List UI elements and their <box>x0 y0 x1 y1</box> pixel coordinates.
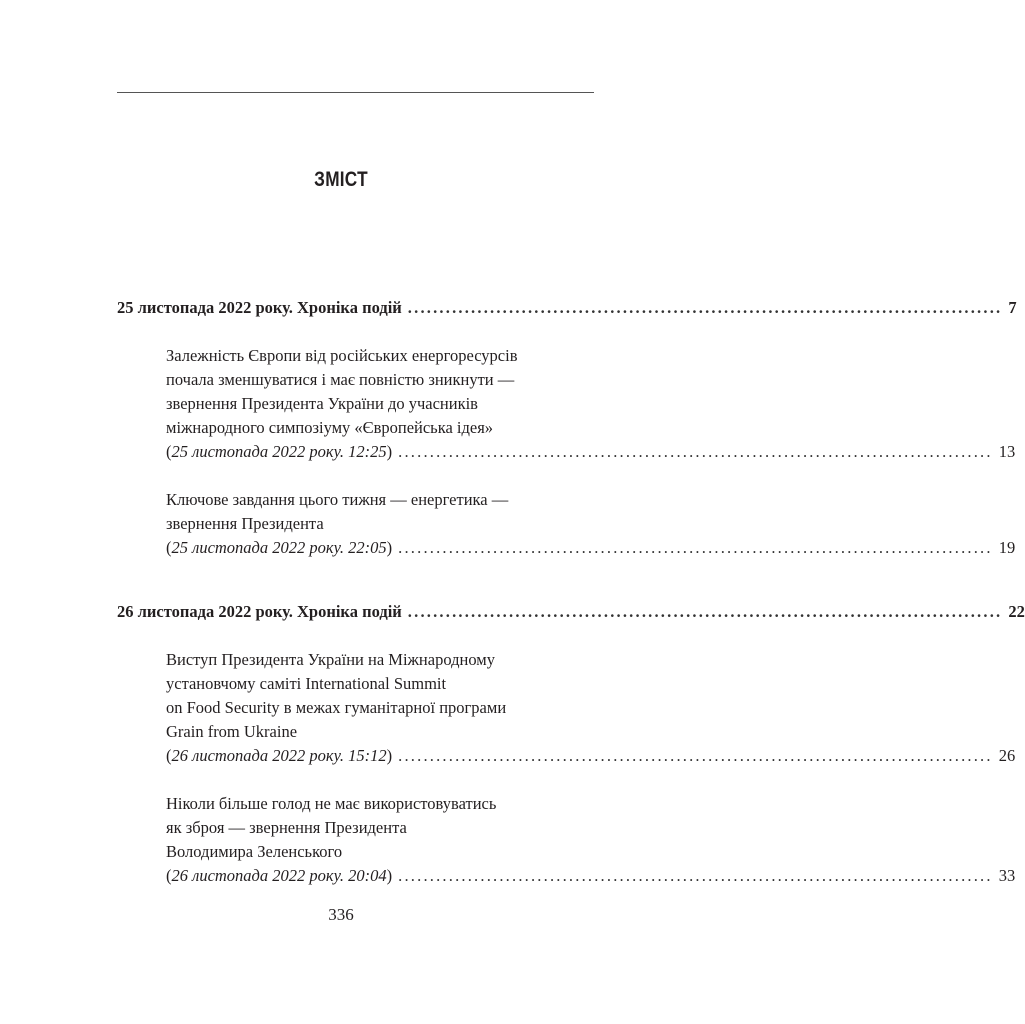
dot-leader: .............................................................................................. <box>398 442 993 461</box>
toc-chapter-2 <box>117 600 1025 624</box>
page-ref: 22 <box>1008 602 1025 621</box>
toc-entry-line: Ключове завдання цього тижня — енергетика — <box>166 490 509 509</box>
toc-entry-line: Ніколи більше голод не має використовуватись <box>166 794 497 813</box>
dot-leader: .............................................................................................. <box>407 602 1003 621</box>
toc-entry-line: Виступ Президента України на Міжнародному <box>166 650 495 669</box>
entry-date: (26 листопада 2022 року. 20:04) <box>166 866 393 885</box>
toc-entry-date-line <box>166 440 1016 464</box>
chapter-title: 26 листопада 2022 року. Хроніка подій <box>117 602 402 621</box>
toc-entry-line: почала зменшуватися і має повністю зникнути — <box>166 370 515 389</box>
page-ref: 19 <box>998 538 1016 557</box>
dot-leader: .............................................................................................. <box>407 298 1003 317</box>
dot-leader: .............................................................................................. <box>398 538 993 557</box>
toc-entry-date-line <box>166 864 1016 888</box>
page-ref: 13 <box>998 442 1016 461</box>
toc-entry-line: установчому саміті International Summit <box>166 674 447 693</box>
toc-entry-line: on Food Security в межах гуманітарної програми <box>166 698 507 717</box>
chapter-title: 25 листопада 2022 року. Хроніка подій <box>117 298 402 317</box>
page-ref: 26 <box>998 746 1016 765</box>
toc-entry-date-line <box>166 536 1016 560</box>
toc-entry-line: Grain from Ukraine <box>166 722 298 741</box>
page-ref: 7 <box>1008 298 1017 317</box>
page-title: ЗМІСТ <box>314 168 368 191</box>
page-ref: 33 <box>998 866 1016 885</box>
header-rule <box>117 92 594 93</box>
toc-chapter-1 <box>117 296 1017 320</box>
toc-entry-line: Залежність Європи від російських енергоресурсів <box>166 346 518 365</box>
toc-entry-line: міжнародного симпозіуму «Європейська ідея» <box>166 418 494 437</box>
page-number: 336 <box>328 905 354 924</box>
dot-leader: .............................................................................................. <box>398 866 993 885</box>
toc-entry-line: звернення Президента України до учасників <box>166 394 478 413</box>
toc-entry-line: Володимира Зеленського <box>166 842 343 861</box>
dot-leader: .............................................................................................. <box>398 746 993 765</box>
toc-entry-line: звернення Президента <box>166 514 324 533</box>
entry-date: (25 листопада 2022 року. 12:25) <box>166 442 393 461</box>
toc-entry-date-line <box>166 744 1016 768</box>
entry-date: (25 листопада 2022 року. 22:05) <box>166 538 393 557</box>
entry-date: (26 листопада 2022 року. 15:12) <box>166 746 393 765</box>
toc-entry-line: як зброя — звернення Президента <box>166 818 407 837</box>
